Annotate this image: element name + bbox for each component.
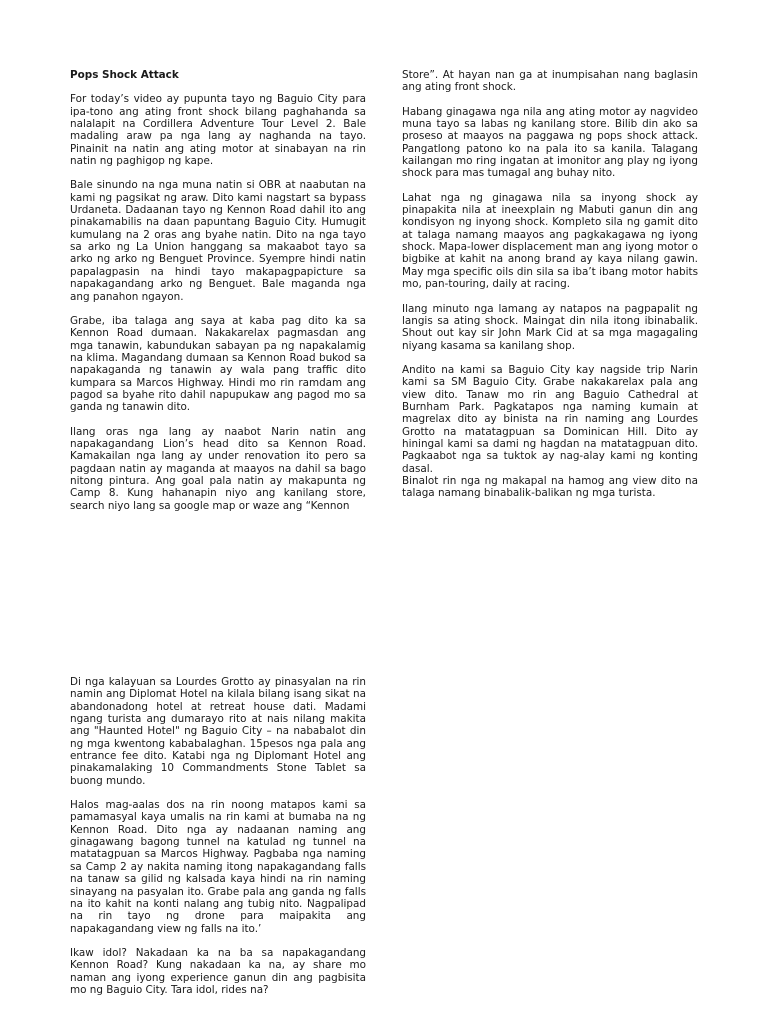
paragraph: Lahat nga ng ginagawa nila sa inyong shock ay pinapakita nila at ineexplain ng Mabuti ganun din ang kondisyon ng inyong shock. Kompleto sila ng gamit dito at talaga namang maayos ang pagkakagawa ng iyong shock. Mapa-lower displacement man ang iyong motor o bigbike at kahit na anong brand ay kaya nilang gawin. May mga specific oils din sila sa iba’t ibang motor habits mo, pan-touring, daily at racing. — [402, 191, 698, 291]
paragraph: Store”. At hayan nan ga at inumpisahan nang baglasin ang ating front shock. — [402, 69, 698, 94]
paragraph: Ilang minuto nga lamang ay natapos na pagpapalit ng langis sa ating shock. Maingat din nila itong ibinabalik. Shout out kay sir John Mark Cid at sa mga magagaling niyang kasama sa kanilang shop. — [402, 302, 698, 352]
paragraph: Grabe, iba talaga ang saya at kaba pag dito ka sa Kennon Road dumaan. Nakakarelax pagmasdan ang mga tanawin, kabundukan sabayan pa ng napakalamig na klima. Magandang dumaan sa Kennon Road bukod sa napakaganda ng tanawin ay wala pang traffic dito kumpara sa Marcos Highway. Hindi mo rin ramdam ang pagod sa byahe rito dahil napupukaw ang pagod mo sa ganda ng tanawin dito. — [70, 314, 366, 414]
paragraph: Di nga kalayuan sa Lourdes Grotto ay pinasyalan na rin namin ang Diplomat Hotel na kilala bilang isang sikat na abandonadong hotel at retreat house dati. Madami ngang turista ang dumarayo rito at nais nilang makita ang "Haunted Hotel" ng Baguio City – na nababalot din ng mga kwentong kababalaghan. 15pesos nga pala ang entrance fee dito. Katabi nga ng Diplomant Hotel ang pinakamalaking 10 Commandments Stone Tablet sa buong mundo. — [70, 676, 366, 787]
document-title: Pops Shock Attack — [70, 69, 179, 81]
paragraph: Ikaw idol? Nakadaan ka na ba sa napakagandang Kennon Road? Kung nakadaan ka na, ay share mo naman ang iyong experience ganun din ang pagbisita mo ng Baguio City. Tara idol, rides na? — [70, 946, 366, 996]
paragraph: Habang ginagawa nga nila ang ating motor ay nagvideo muna tayo sa labas ng kanilang store. Bilib din ako sa proseso at maayos na paggawa ng pops shock attack. Pangatlong patono ko na pala ito sa kanila. Talagang kailangan mo ring ingatan at imonitor ang play ng iyong shock para mas tumagal ang buhay nito. — [402, 105, 698, 180]
paragraph: Binalot rin nga ng makapal na hamog ang view dito na talaga namang binabalik-balikan ng mga turista. — [402, 474, 698, 500]
paragraph: Bale sinundo na nga muna natin si OBR at naabutan na kami ng pagsikat ng araw. Dito kami nagstart sa bypass Urdaneta. Dadaanan tayo ng Kennon Road dahil ito ang pinakamabilis na daan papuntang Baguio City. Humugit kumulang na 2 oras ang byahe natin. Dito na nga tayo sa arko ng La Union hanggang sa makaabot tayo sa arko ng arko ng Benguet Province. Syempre hindi natin papalagpasin na hindi tayo makapagpapicture sa napakagandang arko ng Benguet. Bale maganda nga ang panahon ngayon. — [70, 179, 366, 303]
paragraph: Andito na kami sa Baguio City kay nagside trip Narin kami sa SM Baguio City. Grabe nakakarelax pala ang view dito. Tanaw mo rin ang Baguio Cathedral at Burnham Park. Pagkatapos nga naming kumain at magrelax dito ay binista na rin naming ang Lourdes Grotto na matatagpuan sa Dominican Hill. Dito ay hiningal kami sa dami ng hagdan na matatagpuan dito. Pagkaabot nga sa tuktok ay nag-alay kami ng konting dasal. — [402, 363, 698, 475]
right-column-top — [402, 69, 698, 500]
left-column-bottom — [70, 676, 366, 996]
paragraph: For today’s video ay pupunta tayo ng Baguio City para ipa-tono ang ating front shock bilang paghahanda sa nalalapit na Cordillera Adventure Tour Level 2. Bale madaling araw pa nga lang ay naghanda na tayo. Pinainit na natin ang ating motor at sinabayan na rin natin ng paghigop ng kape. — [70, 93, 366, 168]
left-column-top — [70, 69, 366, 512]
paragraph: Ilang oras nga lang ay naabot Narin natin ang napakagandang Lion’s head dito sa Kennon Road. Kamakailan nga lang ay under renovation ito pero sa pagdaan natin ay maganda at maayos na dahil sa bago nitong pintura. Ang goal pala natin ay makapunta ng Camp 8. Kung hahanapin niyo ang kanilang store, search niyo lang sa google map or waze ang “Kennon — [70, 425, 366, 512]
paragraph: Halos mag-aalas dos na rin noong matapos kami sa pamamasyal kaya umalis na rin kami at bumaba na ng Kennon Road. Dito nga ay nadaanan naming ang ginagawang bagong tunnel na katulad ng tunnel na matatagpuan sa Marcos Highway. Pagbaba nga naming sa Camp 2 ay nakita naming itong napakagandang falls na tanaw sa gilid ng kalsada kaya hindi na rin naming sinayang na pasyalan ito. Grabe pala ang ganda ng falls na ito kahit na konti nalang ang tubig nito. Nagpalipad na rin tayo ng drone para maipakita ang napakagandang view ng falls na ito.’ — [70, 799, 366, 935]
